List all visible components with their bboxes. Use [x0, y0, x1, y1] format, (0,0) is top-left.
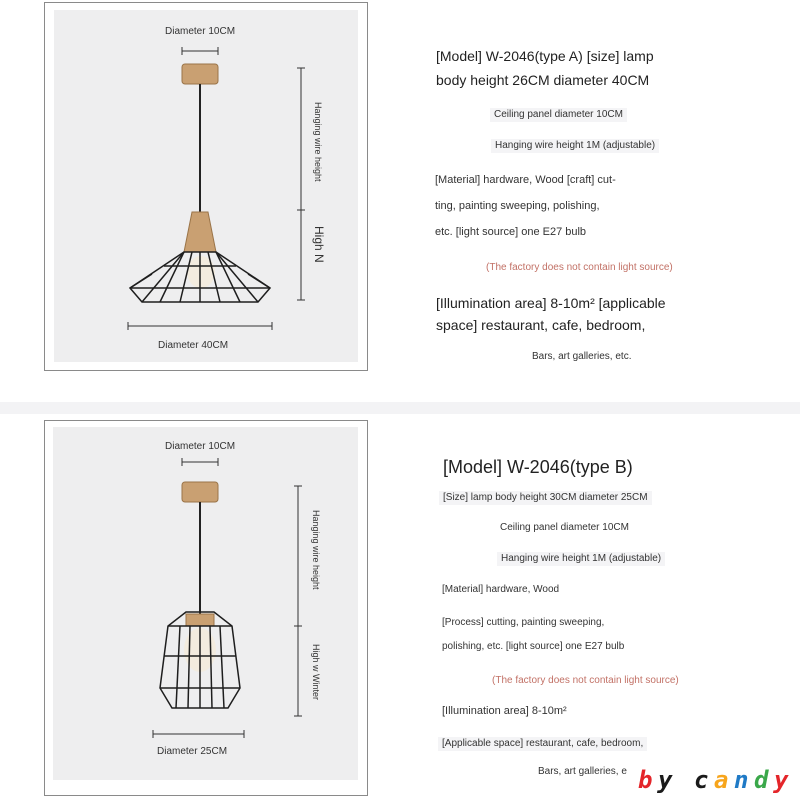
- canopy-b-wood: [182, 482, 218, 502]
- wire-b-height-label: Hanging wire height: [311, 510, 321, 590]
- spec-a-ceiling: Ceiling panel diameter 10CM: [490, 108, 627, 122]
- watermark-char-1: b: [638, 766, 653, 794]
- ceiling-b-diameter-label: Diameter 10CM: [165, 441, 236, 452]
- spec-b-model: [Model] W-2046(type B): [443, 457, 633, 477]
- spec-b-space: [Applicable space] restaurant, cafe, bedroom,: [438, 737, 647, 751]
- watermark-char-5: n: [734, 766, 749, 794]
- socket-a-wood: [184, 212, 216, 252]
- spec-a-material-3: etc. [light source] one E27 bulb: [435, 226, 587, 238]
- watermark-char-4: a: [714, 766, 729, 794]
- spec-b-note: (The factory does not contain light source): [492, 675, 679, 686]
- lamp-b-diameter-label: Diameter 25CM: [157, 746, 228, 757]
- watermark-char-7: y: [774, 766, 789, 794]
- ceiling-a-diameter-label: Diameter 10CM: [165, 26, 236, 37]
- body-a-height-label: High N: [312, 226, 326, 263]
- spec-a-material-1: [Material] hardware, Wood [craft] cut-: [435, 174, 616, 186]
- spec-a-line-1: [Model] W-2046(type A) [size] lamp: [436, 48, 654, 64]
- canopy-a-wood: [182, 64, 218, 84]
- watermark-char-6: d: [754, 766, 769, 794]
- spec-b-wire: Hanging wire height 1M (adjustable): [497, 552, 665, 566]
- spec-b-process-1: [Process] cutting, painting sweeping,: [442, 617, 605, 628]
- spec-b-ceiling: Ceiling panel diameter 10CM: [500, 522, 629, 533]
- lamp-a-diameter-label: Diameter 40CM: [158, 340, 229, 351]
- product-section-type-b: [0, 414, 800, 800]
- spec-a-area-1: [Illumination area] 8-10m² [applicable: [436, 295, 666, 311]
- spec-a-area-2: space] restaurant, cafe, bedroom,: [436, 317, 646, 333]
- by-candy-watermark: [636, 760, 798, 798]
- section-separator: [0, 402, 800, 414]
- lamp-b-illustration: [0, 414, 800, 800]
- watermark-char-2: y: [658, 766, 673, 794]
- spec-a-wire: Hanging wire height 1M (adjustable): [491, 139, 659, 153]
- body-b-height-label: High w Winter: [311, 644, 321, 701]
- watermark-char-3: c: [694, 766, 709, 794]
- shade-b-cage: [160, 612, 240, 708]
- spec-b-size: [Size] lamp body height 30CM diameter 25CM: [439, 491, 652, 505]
- spec-b-material: [Material] hardware, Wood: [442, 584, 560, 595]
- wire-a-height-label: Hanging wire height: [313, 102, 323, 182]
- spec-b-area: [Illumination area] 8-10m²: [442, 705, 567, 717]
- spec-b-space-2: Bars, art galleries, e: [538, 766, 627, 777]
- spec-a-area-3: Bars, art galleries, etc.: [532, 351, 632, 362]
- socket-b-wood: [186, 614, 214, 626]
- spec-a-material-2: ting, painting sweeping, polishing,: [435, 200, 600, 212]
- spec-b-process-2: polishing, etc. [light source] one E27 bulb: [442, 641, 625, 652]
- shade-a-cage: [130, 252, 270, 302]
- spec-a-note: (The factory does not contain light source): [486, 262, 673, 273]
- spec-a-line-2: body height 26CM diameter 40CM: [436, 72, 650, 88]
